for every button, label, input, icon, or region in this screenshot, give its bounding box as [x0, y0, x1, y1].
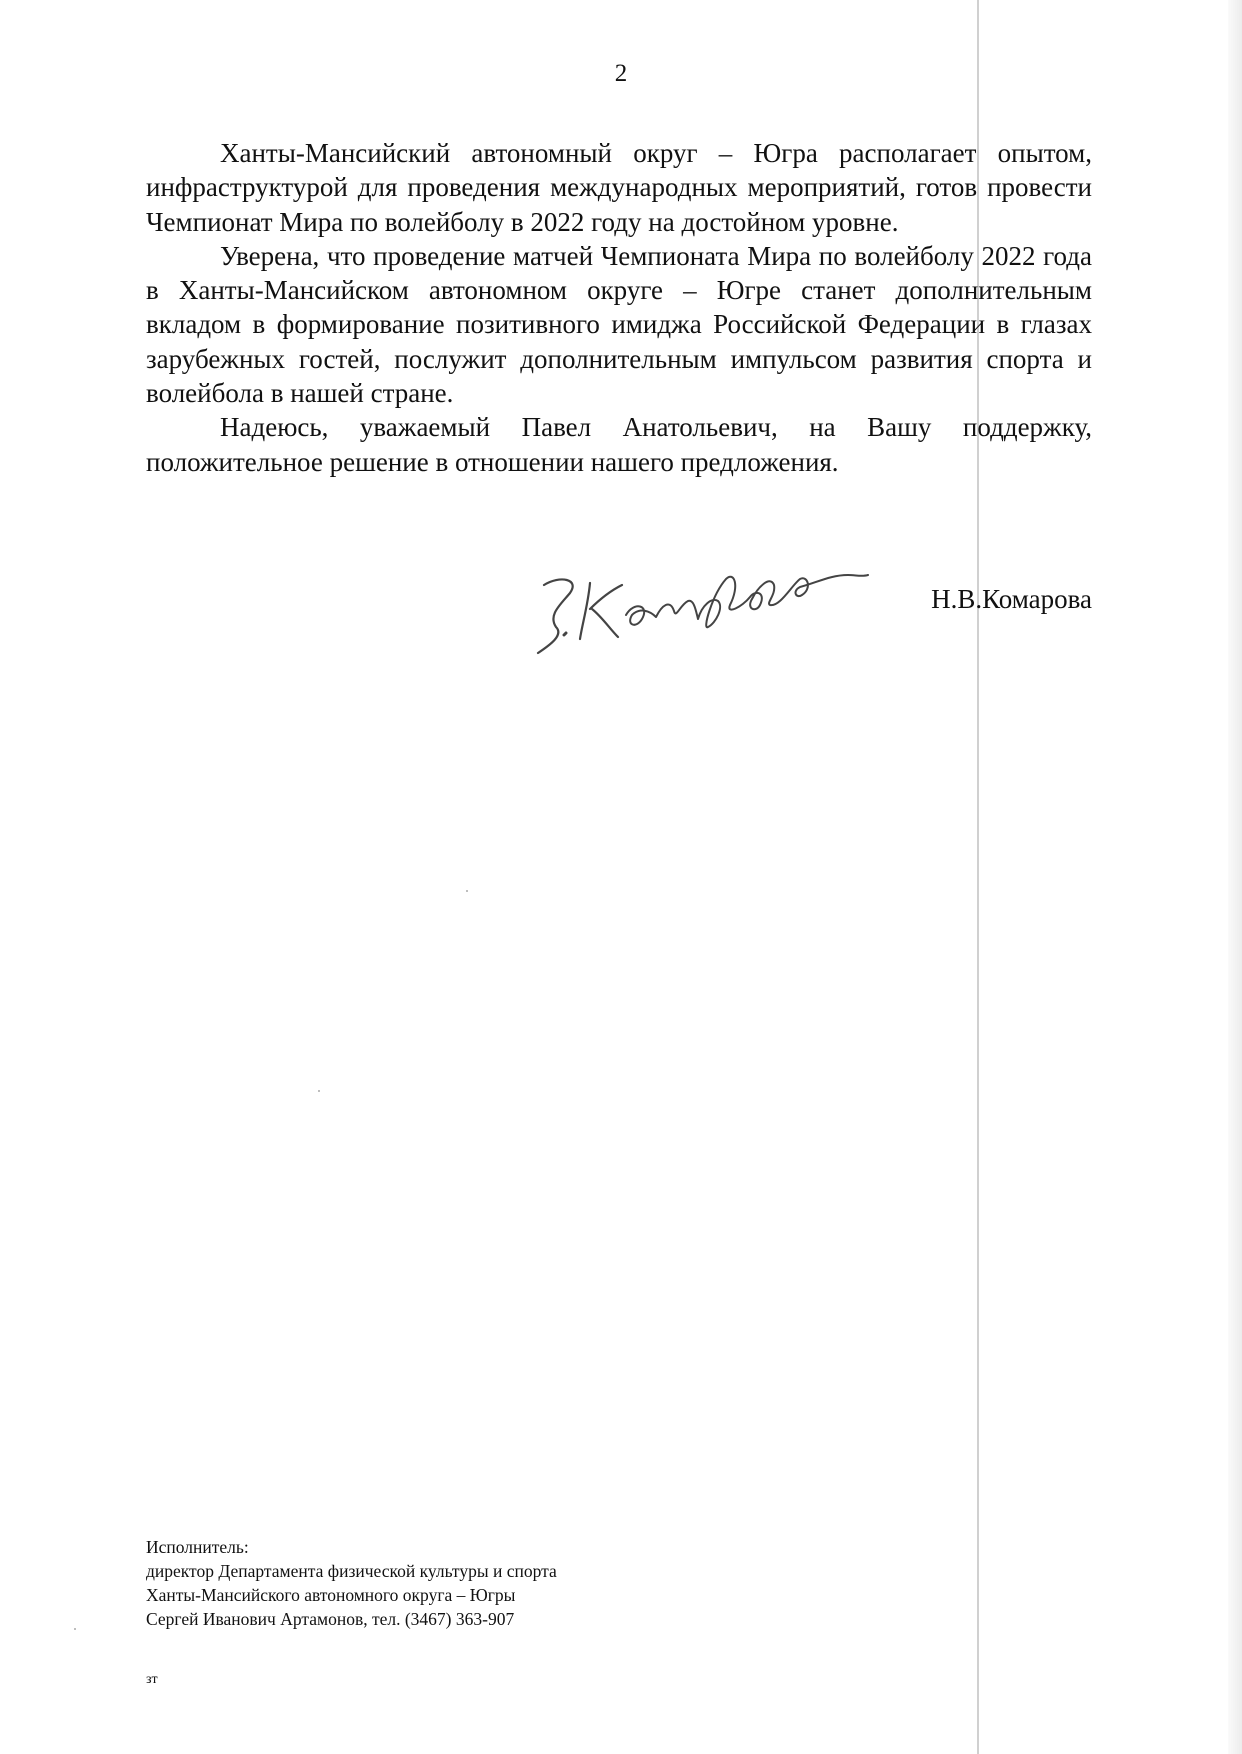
executor-block [146, 1535, 557, 1631]
scan-page-edge [1228, 0, 1242, 1754]
paragraph: Надеюсь, уважаемый Павел Анатольевич, на Вашу поддержку, положительное решение в отношении нашего предложения. [146, 412, 1092, 477]
executor-heading: Исполнитель: [146, 1537, 249, 1557]
scan-speck [74, 1628, 76, 1630]
scan-speck [466, 890, 468, 892]
scan-speck [318, 1090, 320, 1092]
executor-line: Сергей Иванович Артамонов, тел. (3467) 363-907 [146, 1609, 515, 1629]
document-code: зт [146, 1672, 158, 1687]
handwritten-signature [530, 535, 870, 665]
executor-line: Ханты-Мансийского автономного округа – Югры [146, 1585, 516, 1605]
letter-body [146, 136, 1092, 479]
executor-line: директор Департамента физической культуры и спорта [146, 1561, 557, 1581]
page-number: 2 [614, 60, 628, 87]
signer-name: Н.В.Комарова [931, 584, 1092, 614]
paragraph: Ханты-Мансийский автономный округ – Югра располагает опытом, инфраструктурой для проведения международных мероприятий, готов провести Чемпионат Мира по волейболу в 2022 году на достойном уровне. [146, 138, 1092, 237]
paragraph: Уверена, что проведение матчей Чемпионата Мира по волейболу 2022 года в Ханты-Мансийском автономном округе – Югре станет дополнительным вкладом в формирование позитивного имиджа Российской Федерации в глазах зарубежных гостей, послужит дополнительным импульсом развития спорта и волейбола в нашей стране. [146, 240, 1092, 409]
